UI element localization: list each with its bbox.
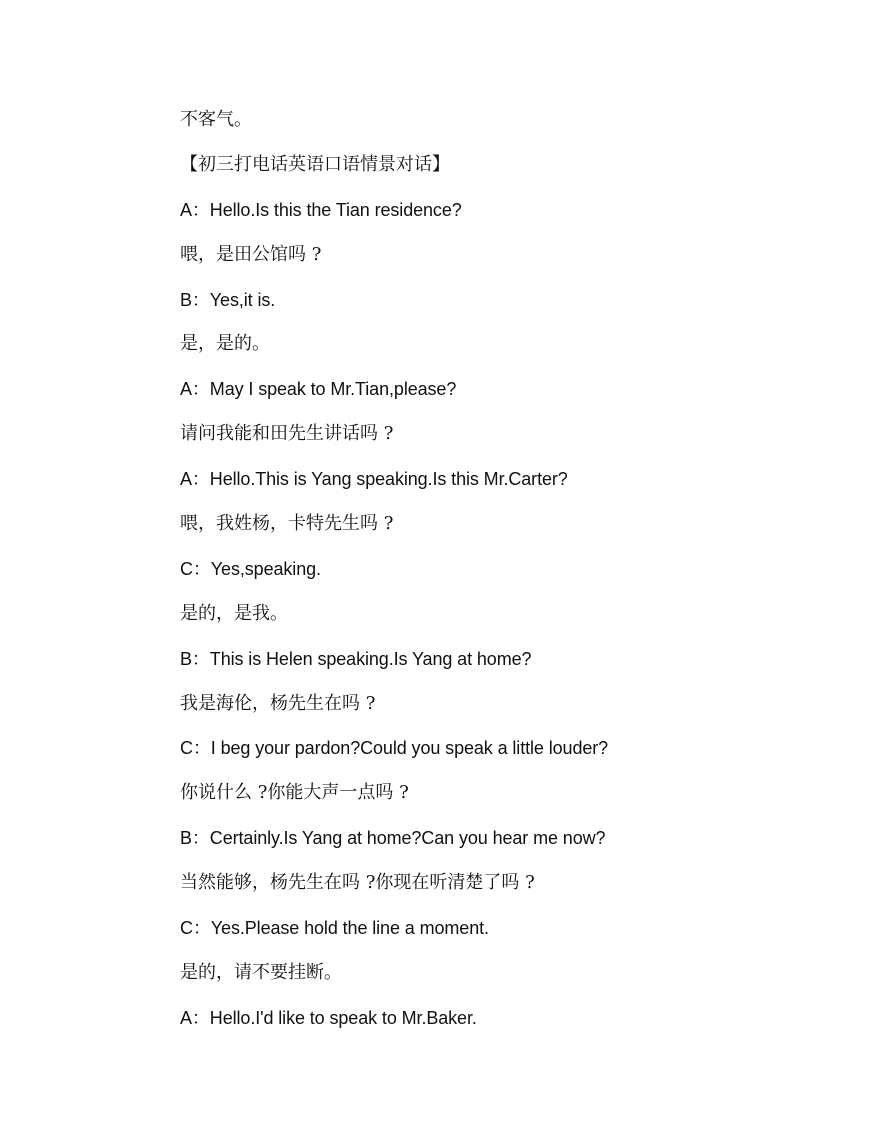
- dialogue-line-chinese: 是，是的。: [180, 333, 270, 355]
- dialogue-line-chinese: 是的，是我。: [180, 602, 288, 624]
- dialogue-line-english: A：Hello.I'd like to speak to Mr.Baker.: [180, 1007, 477, 1028]
- dialogue-line-english: A：Hello.This is Yang speaking.Is this Mr.Carter?: [180, 469, 568, 490]
- dialogue-line-english: C：Yes,speaking.: [180, 558, 321, 579]
- dialogue-line-chinese: 你说什么 ?你能大声一点吗 ?: [180, 782, 409, 804]
- text-line: 不客气。: [180, 109, 252, 130]
- section-heading: 【初三打电话英语口语情景对话】: [180, 153, 450, 175]
- dialogue-line-english: B：Yes,it is.: [180, 289, 276, 310]
- dialogue-line-chinese: 是的，请不要挂断。: [180, 961, 342, 983]
- dialogue-line-english: B：This is Helen speaking.Is Yang at home?: [180, 648, 532, 669]
- dialogue-line-english: A：May I speak to Mr.Tian,please?: [180, 379, 457, 400]
- dialogue-line-chinese: 请问我能和田先生讲话吗 ?: [180, 423, 394, 445]
- dialogue-text: [180, 106, 820, 1049]
- dialogue-line-english: C：I beg your pardon?Could you speak a little louder?: [180, 738, 609, 759]
- dialogue-line-chinese: 我是海伦，杨先生在吗 ?: [180, 692, 376, 714]
- dialogue-line-english: B：Certainly.Is Yang at home?Can you hear me now?: [180, 828, 606, 849]
- dialogue-line-chinese: 喂，我姓杨，卡特先生吗 ?: [180, 513, 394, 535]
- dialogue-line-english: C：Yes.Please hold the line a moment.: [180, 918, 489, 939]
- dialogue-line-chinese: 喂，是田公馆吗 ?: [180, 243, 322, 265]
- dialogue-line-english: A：Hello.Is this the Tian residence?: [180, 199, 462, 220]
- dialogue-line-chinese: 当然能够，杨先生在吗 ?你现在听清楚了吗 ?: [180, 872, 535, 894]
